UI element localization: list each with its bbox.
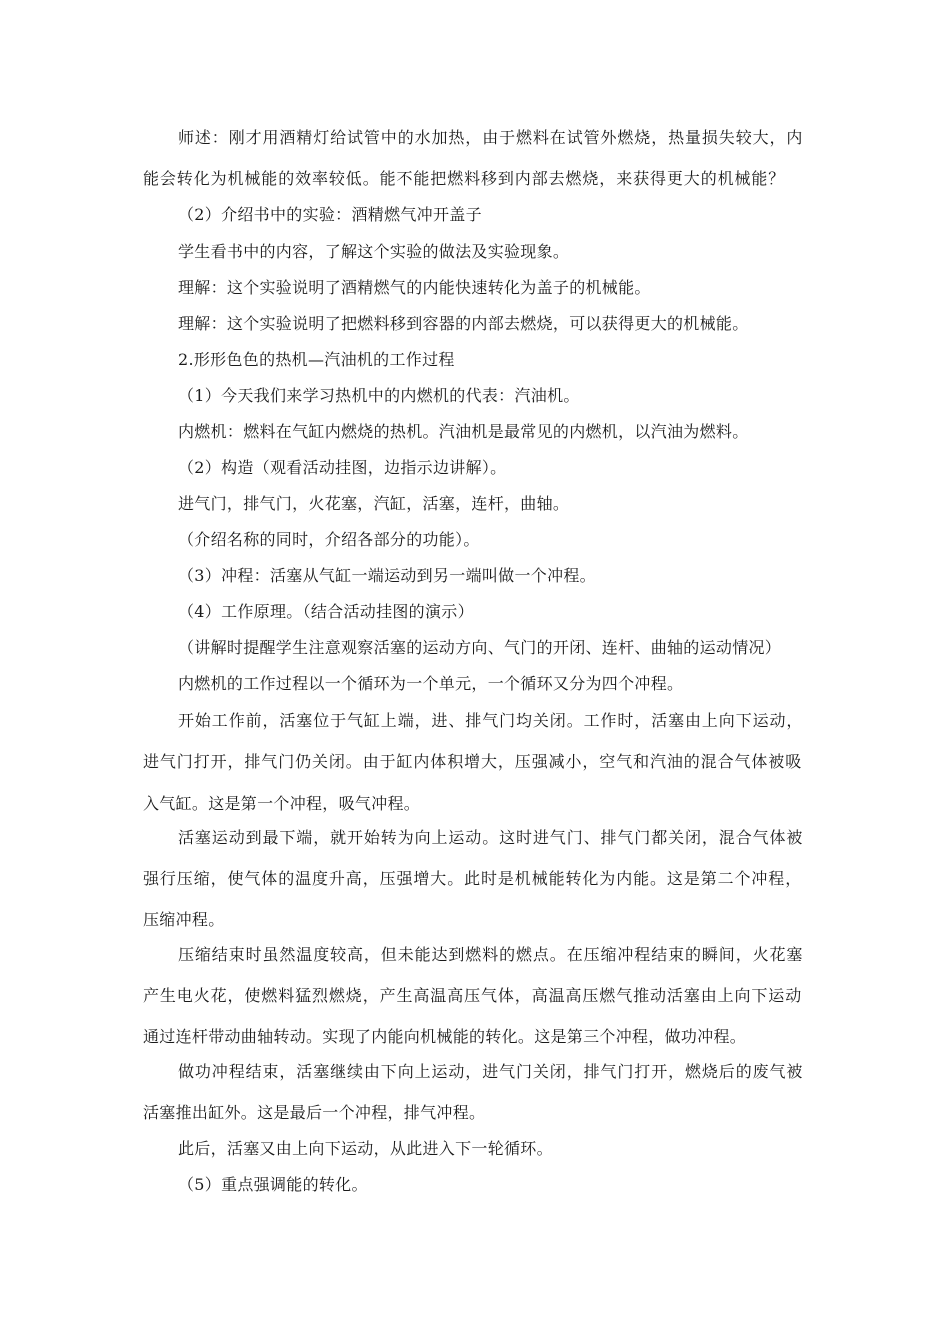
text-line: 压缩结束时虽然温度较高，但未能达到燃料的燃点。在压缩冲程结束的瞬间，火花塞 bbox=[178, 945, 804, 964]
text-line: 进气门，排气门，火花塞，汽缸，活塞，连杆，曲轴。 bbox=[178, 494, 570, 513]
text-line: 理解：这个实验说明了把燃料移到容器的内部去燃烧，可以获得更大的机械能。 bbox=[178, 314, 749, 333]
text-line: 理解：这个实验说明了酒精燃气的内能快速转化为盖子的机械能。 bbox=[178, 278, 651, 297]
text-line: 强行压缩，使气体的温度升高，压强增大。此时是机械能转化为内能。这是第二个冲程， bbox=[143, 869, 803, 888]
text-line: （5）重点强调能的转化。 bbox=[178, 1175, 368, 1194]
text-line: （2）构造（观看活动挂图，边指示边讲解）。 bbox=[178, 458, 507, 477]
text-line: 通过连杆带动曲轴转动。实现了内能向机械能的转化。这是第三个冲程，做功冲程。 bbox=[143, 1027, 747, 1046]
text-line: 内燃机的工作过程以一个循环为一个单元，一个循环又分为四个冲程。 bbox=[178, 674, 684, 693]
text-line: 开始工作前，活塞位于气缸上端，进、排气门均关闭。工作时，活塞由上向下运动， bbox=[178, 711, 804, 730]
text-line: 内燃机：燃料在气缸内燃烧的热机。汽油机是最常见的内燃机，以汽油为燃料。 bbox=[178, 422, 749, 441]
text-line: （2）介绍书中的实验：酒精燃气冲开盖子 bbox=[178, 205, 482, 224]
text-line: 入气缸。这是第一个冲程，吸气冲程。 bbox=[143, 794, 421, 813]
text-line: 产生电火花，使燃料猛烈燃烧，产生高温高压气体，高温高压燃气推动活塞由上向下运动 bbox=[143, 986, 803, 1005]
text-line: （3）冲程：活塞从气缸一端运动到另一端叫做一个冲程。 bbox=[178, 566, 596, 585]
text-line: （讲解时提醒学生注意观察活塞的运动方向、气门的开闭、连杆、曲轴的运动情况） bbox=[178, 638, 782, 657]
text-line: 师述：刚才用酒精灯给试管中的水加热，由于燃料在试管外燃烧，热量损失较大，内 bbox=[178, 128, 804, 147]
text-line: 进气门打开，排气门仍关闭。由于缸内体积增大，压强减小，空气和汽油的混合气体被吸 bbox=[143, 752, 803, 771]
text-line: 此后，活塞又由上向下运动，从此进入下一轮循环。 bbox=[178, 1139, 553, 1158]
text-line: 能会转化为机械能的效率较低。能不能把燃料移到内部去燃烧，来获得更大的机械能？ bbox=[143, 169, 786, 188]
text-line: 活塞运动到最下端，就开始转为向上运动。这时进气门、排气门都关闭，混合气体被 bbox=[178, 828, 804, 847]
text-line: （1）今天我们来学习热机中的内燃机的代表：汽油机。 bbox=[178, 386, 580, 405]
text-line: 活塞推出缸外。这是最后一个冲程，排气冲程。 bbox=[143, 1103, 486, 1122]
text-line: （4）工作原理。（结合活动挂图的演示） bbox=[178, 602, 474, 621]
section-heading: 2.形形色色的热机—汽油机的工作过程 bbox=[178, 350, 455, 369]
text-line: 做功冲程结束，活塞继续由下向上运动，进气门关闭，排气门打开，燃烧后的废气被 bbox=[178, 1062, 804, 1081]
text-line: 学生看书中的内容，了解这个实验的做法及实验现象。 bbox=[178, 242, 570, 261]
text-line: （介绍名称的同时，介绍各部分的功能）。 bbox=[178, 530, 480, 549]
text-line: 压缩冲程。 bbox=[143, 910, 225, 929]
